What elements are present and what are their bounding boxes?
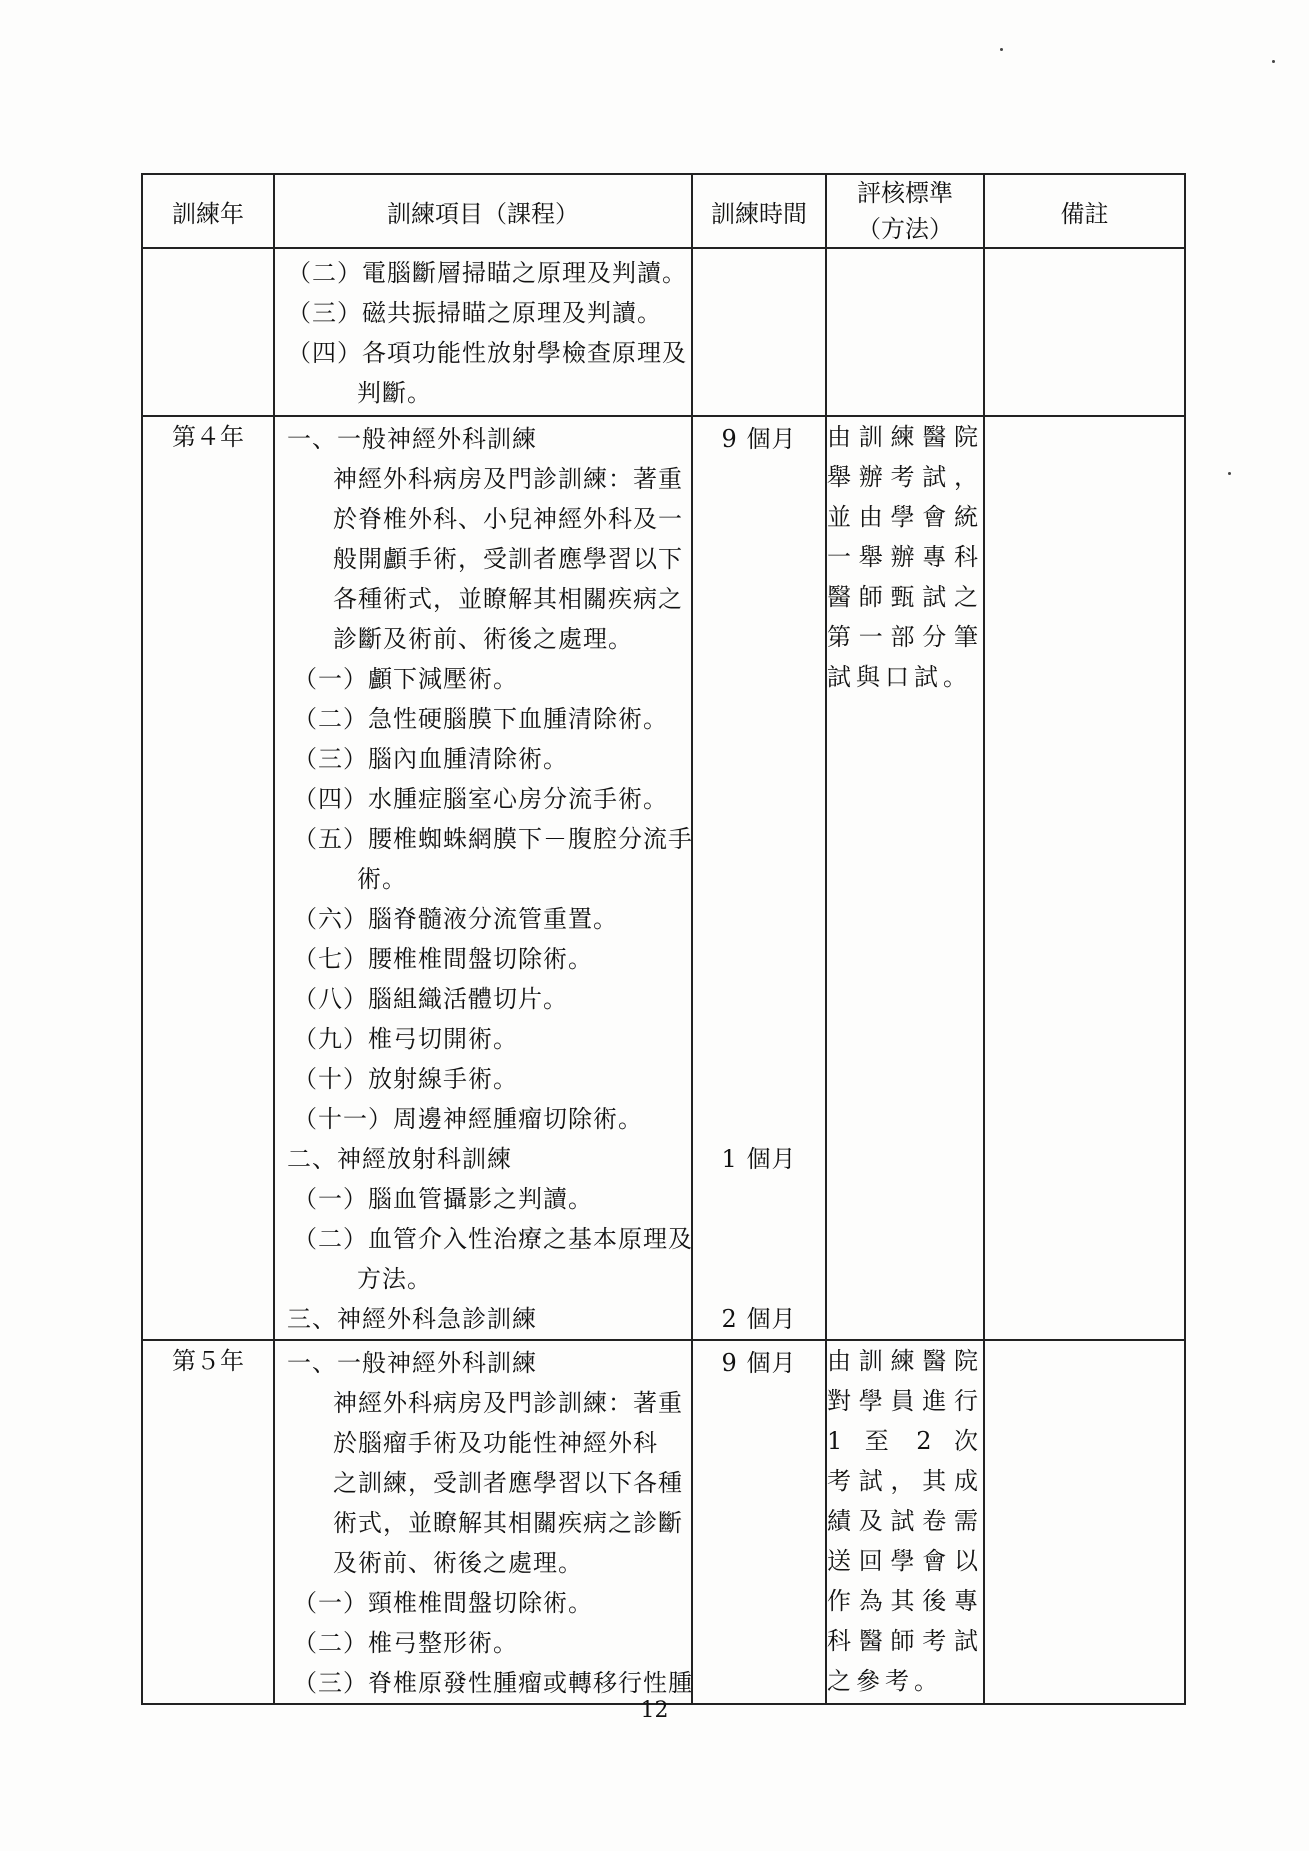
year5-duration-cell: [692, 1340, 826, 1704]
list-item: 診斷及術前、術後之處理。: [333, 625, 633, 653]
list-item: （二）急性硬腦膜下血腫清除術。: [293, 705, 668, 733]
year4-assessment: 由訓練醫院舉辦考試，並由學會統一舉辦專科醫師甄試之第一部分筆試與口試。: [826, 416, 984, 1340]
scan-speck: [1228, 472, 1231, 475]
list-item: 於脊椎外科、小兒神經外科及一: [333, 505, 683, 533]
list-item: （二）血管介入性治療之基本原理及: [293, 1225, 693, 1253]
continuation-item-cell: [274, 248, 692, 416]
list-item: 及術前、術後之處理。: [333, 1549, 583, 1577]
header-item: 訓練項目（課程）: [274, 174, 692, 248]
list-item: （二）椎弓整形術。: [293, 1629, 518, 1657]
year4-row: [142, 416, 1185, 1340]
list-item: （三）脊椎原發性腫瘤或轉移行性腫: [293, 1669, 693, 1697]
year4-sec2-title: 二、神經放射科訓練: [287, 1145, 512, 1173]
training-table: [141, 173, 1186, 1705]
list-item: （八）腦組織活體切片。: [293, 985, 568, 1013]
list-item: 於腦瘤手術及功能性神經外科: [333, 1429, 658, 1457]
list-item: 術。: [357, 865, 407, 893]
list-item: 各種術式，並瞭解其相關疾病之: [333, 585, 683, 613]
list-item: 神經外科病房及門診訓練：著重: [333, 1389, 683, 1417]
continuation-duration-cell: [692, 248, 826, 416]
list-item: （九）椎弓切開術。: [293, 1025, 518, 1053]
year5-row: [142, 1340, 1185, 1704]
year5-label: 第５年: [142, 1340, 274, 1704]
list-item: 之訓練，受訓者應學習以下各種: [333, 1469, 683, 1497]
page-number: 12: [640, 1698, 669, 1723]
list-item: 般開顱手術，受訓者應學習以下: [333, 545, 683, 573]
list-item: 方法。: [357, 1265, 432, 1293]
year4-sec3-duration: 2 個月: [721, 1305, 797, 1333]
continuation-row: [142, 248, 1185, 416]
header-remarks: 備註: [984, 174, 1185, 248]
header-assessment-line1: 評核標準: [857, 179, 953, 207]
spacer: [693, 1179, 825, 1299]
year4-label: 第４年: [142, 416, 274, 1340]
spacer: [693, 459, 825, 1139]
list-item: （十）放射線手術。: [293, 1065, 518, 1093]
scan-speck: [1000, 48, 1003, 51]
year4-sec1-duration: 9 個月: [721, 425, 797, 453]
continuation-remarks-cell: [984, 248, 1185, 416]
year4-sec3-title: 三、神經外科急診訓練: [287, 1305, 537, 1333]
list-item: （四）水腫症腦室心房分流手術。: [293, 785, 668, 813]
list-item: （三）磁共振掃瞄之原理及判讀。: [287, 299, 662, 327]
year4-sec1-title: 一、一般神經外科訓練: [287, 425, 537, 453]
year4-sec2-duration: 1 個月: [721, 1145, 797, 1173]
year5-remarks-cell: [984, 1340, 1185, 1704]
header-row: [142, 174, 1185, 248]
continuation-assessment-cell: [826, 248, 984, 416]
continuation-year-cell: [142, 248, 274, 416]
year5-sec1-duration: 9 個月: [721, 1349, 797, 1377]
list-item: （五）腰椎蜘蛛網膜下－腹腔分流手: [293, 825, 693, 853]
year5-assessment: 由訓練醫院對學員進行 1 至 2 次考試，其成績及試卷需送回學會以作為其後專科醫師考試之參考。: [826, 1340, 984, 1704]
year5-sec1-title: 一、一般神經外科訓練: [287, 1349, 537, 1377]
header-assessment-line2: （方法）: [857, 215, 953, 243]
list-item: （六）腦脊髓液分流管重置。: [293, 905, 618, 933]
year4-remarks-cell: [984, 416, 1185, 1340]
list-item: （十一）周邊神經腫瘤切除術。: [293, 1105, 643, 1133]
list-item: 神經外科病房及門診訓練：著重: [333, 465, 683, 493]
list-item: （四）各項功能性放射學檢查原理及: [287, 339, 687, 367]
list-item: （一）頸椎椎間盤切除術。: [293, 1589, 593, 1617]
year5-item-cell: [274, 1340, 692, 1704]
list-item: （三）腦內血腫清除術。: [293, 745, 568, 773]
list-item: （一）顱下減壓術。: [293, 665, 518, 693]
header-year: 訓練年: [142, 174, 274, 248]
list-item: 術式，並瞭解其相關疾病之診斷: [333, 1509, 683, 1537]
scan-speck: [1272, 60, 1275, 63]
year4-duration-cell: [692, 416, 826, 1340]
header-duration: 訓練時間: [692, 174, 826, 248]
list-item: （二）電腦斷層掃瞄之原理及判讀。: [287, 259, 687, 287]
year4-item-cell: [274, 416, 692, 1340]
header-assessment: [826, 174, 984, 248]
list-item: （七）腰椎椎間盤切除術。: [293, 945, 593, 973]
list-item: 判斷。: [357, 379, 432, 407]
list-item: （一）腦血管攝影之判讀。: [293, 1185, 593, 1213]
